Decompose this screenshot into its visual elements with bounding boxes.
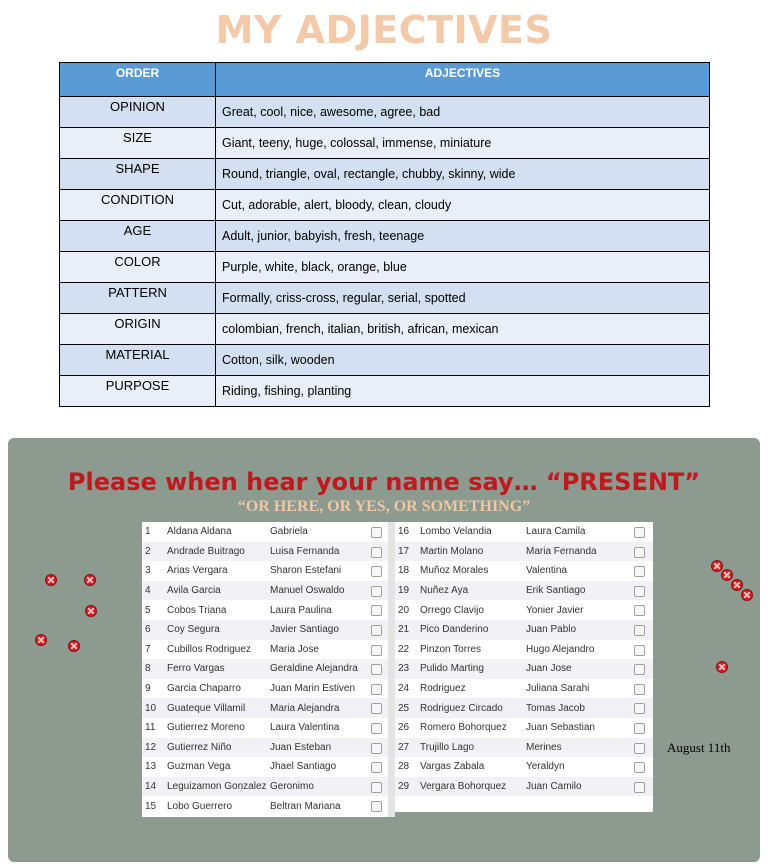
student-last-name: Avila Garcia [167, 585, 221, 597]
table-row [60, 159, 710, 190]
student-last-name: Guzman Vega [167, 761, 231, 773]
attendance-checkbox[interactable] [634, 605, 645, 616]
student-last-name: Pulido Marting [420, 663, 484, 675]
student-last-name: Leguizamon Gonzalez [167, 781, 267, 793]
attendance-checkbox[interactable] [371, 703, 382, 714]
adjectives-cell: Cotton, silk, wooden [216, 345, 710, 376]
roster-row [142, 640, 390, 660]
student-number: 25 [398, 702, 410, 714]
roster-row [395, 659, 653, 679]
student-last-name: Lombo Velandia [420, 526, 492, 538]
order-cell: COLOR [60, 252, 216, 283]
student-first-name: Luisa Fernanda [270, 545, 340, 557]
roster-row [142, 757, 390, 777]
student-first-name: Tomas Jacob [526, 702, 585, 714]
student-number: 12 [145, 741, 157, 753]
student-number: 13 [145, 761, 157, 773]
student-first-name: Juan Esteban [270, 741, 332, 753]
order-cell: SHAPE [60, 159, 216, 190]
attendance-checkbox[interactable] [634, 566, 645, 577]
attendance-checkbox[interactable] [371, 782, 382, 793]
attendance-checkbox[interactable] [634, 782, 645, 793]
adjectives-cell: Adult, junior, babyish, fresh, teenage [216, 221, 710, 252]
student-first-name: Valentina [526, 565, 567, 577]
student-number: 9 [145, 683, 151, 695]
order-cell: MATERIAL [60, 345, 216, 376]
student-number: 18 [398, 565, 410, 577]
student-number: 23 [398, 663, 410, 675]
attendance-checkbox[interactable] [634, 762, 645, 773]
adjectives-cell: Giant, teeny, huge, colossal, immense, miniature [216, 128, 710, 159]
student-number: 29 [398, 781, 410, 793]
student-first-name: Erik Santiago [526, 585, 586, 597]
attendance-checkbox[interactable] [371, 762, 382, 773]
student-last-name: Cubillos Rodriguez [167, 643, 251, 655]
attendance-checkbox[interactable] [371, 566, 382, 577]
roster-row [395, 522, 653, 542]
roster-row [142, 542, 390, 562]
attendance-checkbox[interactable] [634, 703, 645, 714]
student-last-name: Romero Bohorquez [420, 722, 507, 734]
stamp-marker-icon [716, 661, 728, 673]
student-number: 3 [145, 565, 151, 577]
attendance-checkbox[interactable] [371, 547, 382, 558]
student-number: 28 [398, 761, 410, 773]
attendance-checkbox[interactable] [371, 527, 382, 538]
table-row [60, 376, 710, 407]
adjectives-cell: Riding, fishing, planting [216, 376, 710, 407]
roster-row [142, 698, 390, 718]
attendance-board [8, 438, 760, 862]
student-first-name: Juan Sebastian [526, 722, 595, 734]
student-number: 20 [398, 604, 410, 616]
stamp-marker-icon [721, 569, 733, 581]
roster-row [395, 542, 653, 562]
student-first-name: Javier Santiago [270, 624, 339, 636]
student-number: 10 [145, 702, 157, 714]
student-last-name: Martin Molano [420, 545, 484, 557]
student-number: 5 [145, 604, 151, 616]
roster-row [395, 620, 653, 640]
stamp-marker-icon [35, 634, 47, 646]
roster-list-left [142, 522, 390, 817]
student-first-name: Yonier Javier [526, 604, 584, 616]
page-title: MY ADJECTIVES [215, 8, 553, 52]
adjectives-cell: Cut, adorable, alert, bloody, clean, cloudy [216, 190, 710, 221]
student-first-name: Maria Alejandra [270, 702, 340, 714]
table-row [60, 345, 710, 376]
student-last-name: Muñoz Morales [420, 565, 489, 577]
student-first-name: Beltran Mariana [270, 800, 341, 812]
attendance-checkbox[interactable] [371, 645, 382, 656]
student-number: 15 [145, 800, 157, 812]
order-cell: PURPOSE [60, 376, 216, 407]
attendance-checkbox[interactable] [371, 625, 382, 636]
student-first-name: Hugo Alejandro [526, 643, 595, 655]
order-cell: CONDITION [60, 190, 216, 221]
roster-row [142, 620, 390, 640]
student-number: 26 [398, 722, 410, 734]
order-cell: ORIGIN [60, 314, 216, 345]
roster-row [142, 738, 390, 758]
student-first-name: Juan Jose [526, 663, 572, 675]
adjectives-cell: Purple, white, black, orange, blue [216, 252, 710, 283]
roster-row [395, 777, 653, 797]
student-first-name: Juliana Sarahi [526, 683, 590, 695]
student-number: 17 [398, 545, 410, 557]
date-label: August 11th [667, 740, 731, 755]
student-number: 19 [398, 585, 410, 597]
table-row [60, 221, 710, 252]
order-cell: AGE [60, 221, 216, 252]
student-last-name: Nuñez Aya [420, 585, 469, 597]
student-last-name: Coy Segura [167, 624, 220, 636]
roster-row [142, 777, 390, 797]
attendance-checkbox[interactable] [634, 547, 645, 558]
roster-row [142, 561, 390, 581]
student-first-name: Gabriela [270, 526, 308, 538]
roster-row [395, 581, 653, 601]
student-first-name: Laura Camila [526, 526, 586, 538]
attendance-checkbox[interactable] [371, 605, 382, 616]
roster-row [395, 738, 653, 758]
attendance-checkbox[interactable] [371, 664, 382, 675]
stamp-marker-icon [741, 589, 753, 601]
roster-row [395, 561, 653, 581]
roster-scrollbar[interactable] [388, 522, 395, 817]
student-first-name: Maria Jose [270, 643, 319, 655]
stamp-marker-icon [84, 574, 96, 586]
adjectives-cell: Formally, criss-cross, regular, serial, spotted [216, 283, 710, 314]
student-number: 1 [145, 526, 151, 538]
stamp-marker-icon [85, 605, 97, 617]
stamp-marker-icon [711, 560, 723, 572]
student-number: 8 [145, 663, 151, 675]
column-header-order: ORDER [60, 63, 216, 97]
attendance-checkbox[interactable] [634, 684, 645, 695]
table-row [60, 97, 710, 128]
student-first-name: Juan Marin Estiven [270, 683, 356, 695]
student-first-name: Laura Paulina [270, 604, 332, 616]
roster-row [395, 600, 653, 620]
student-last-name: Aldana Aldana [167, 526, 232, 538]
student-first-name: Manuel Oswaldo [270, 585, 345, 597]
student-number: 7 [145, 643, 151, 655]
student-last-name: Lobo Guerrero [167, 800, 233, 812]
attendance-checkbox[interactable] [634, 723, 645, 734]
roster-row [395, 698, 653, 718]
adjectives-cell: Great, cool, nice, awesome, agree, bad [216, 97, 710, 128]
roster-row [142, 679, 390, 699]
student-last-name: Vargas Zabala [420, 761, 485, 773]
student-first-name: Maria Fernanda [526, 545, 597, 557]
student-last-name: Arias Vergara [167, 565, 228, 577]
adjectives-table [59, 62, 710, 407]
student-last-name: Garcia Chaparro [167, 683, 241, 695]
roster-row [395, 679, 653, 699]
roster-row [395, 718, 653, 738]
student-first-name: Juan Pablo [526, 624, 577, 636]
student-last-name: Trujillo Lago [420, 741, 475, 753]
student-last-name: Andrade Buitrago [167, 545, 245, 557]
table-row [60, 314, 710, 345]
student-first-name: Geronimo [270, 781, 314, 793]
roster-row [395, 757, 653, 777]
roster-list-right [395, 522, 653, 812]
adjectives-cell: Round, triangle, oval, rectangle, chubby, skinny, wide [216, 159, 710, 190]
student-last-name: Vergara Bohorquez [420, 781, 507, 793]
student-number: 14 [145, 781, 157, 793]
board-subheading: “OR HERE, OR YES, OR SOMETHING” [237, 498, 531, 515]
roster-row [142, 522, 390, 542]
student-number: 21 [398, 624, 410, 636]
student-last-name: Rodriguez Circado [420, 702, 503, 714]
student-last-name: Guateque Villamil [167, 702, 246, 714]
attendance-checkbox[interactable] [371, 801, 382, 812]
table-row [60, 190, 710, 221]
stamp-marker-icon [45, 574, 57, 586]
student-last-name: Rodriguez [420, 683, 466, 695]
roster-row [142, 659, 390, 679]
student-first-name: Sharon Estefani [270, 565, 342, 577]
student-last-name: Pico Danderino [420, 624, 489, 636]
table-row [60, 128, 710, 159]
attendance-checkbox[interactable] [634, 664, 645, 675]
roster-row [142, 581, 390, 601]
student-last-name: Orrego Clavijo [420, 604, 484, 616]
stamp-marker-icon [731, 579, 743, 591]
student-number: 11 [145, 722, 156, 734]
student-last-name: Cobos Triana [167, 604, 227, 616]
board-heading: Please when hear your name say… “PRESENT” [67, 468, 701, 496]
roster-row [142, 718, 390, 738]
student-first-name: Merines [526, 741, 562, 753]
stamp-marker-icon [68, 640, 80, 652]
student-number: 6 [145, 624, 151, 636]
order-cell: OPINION [60, 97, 216, 128]
order-cell: PATTERN [60, 283, 216, 314]
student-last-name: Gutierrez Niño [167, 741, 232, 753]
attendance-checkbox[interactable] [371, 586, 382, 597]
table-row [60, 283, 710, 314]
student-number: 4 [145, 585, 151, 597]
column-header-adjectives: ADJECTIVES [216, 63, 710, 97]
attendance-checkbox[interactable] [371, 684, 382, 695]
attendance-checkbox[interactable] [371, 723, 382, 734]
attendance-checkbox[interactable] [634, 625, 645, 636]
student-first-name: Geraldine Alejandra [270, 663, 358, 675]
roster-row [142, 796, 390, 816]
table-row [60, 252, 710, 283]
attendance-checkbox[interactable] [634, 645, 645, 656]
student-number: 27 [398, 741, 410, 753]
student-last-name: Ferro Vargas [167, 663, 225, 675]
student-first-name: Laura Valentina [270, 722, 340, 734]
attendance-checkbox[interactable] [371, 743, 382, 754]
attendance-checkbox[interactable] [634, 586, 645, 597]
adjectives-cell: colombian, french, italian, british, african, mexican [216, 314, 710, 345]
student-number: 2 [145, 545, 151, 557]
student-first-name: Juan Camilo [526, 781, 582, 793]
attendance-checkbox[interactable] [634, 527, 645, 538]
roster-row [395, 640, 653, 660]
student-last-name: Gutierrez Moreno [167, 722, 245, 734]
student-last-name: Pinzon Torres [420, 643, 481, 655]
student-number: 24 [398, 683, 410, 695]
attendance-checkbox[interactable] [634, 743, 645, 754]
student-first-name: Jhael Santiago [270, 761, 337, 773]
roster-row [142, 600, 390, 620]
student-number: 16 [398, 526, 410, 538]
student-number: 22 [398, 643, 410, 655]
student-first-name: Yeraldyn [526, 761, 565, 773]
order-cell: SIZE [60, 128, 216, 159]
